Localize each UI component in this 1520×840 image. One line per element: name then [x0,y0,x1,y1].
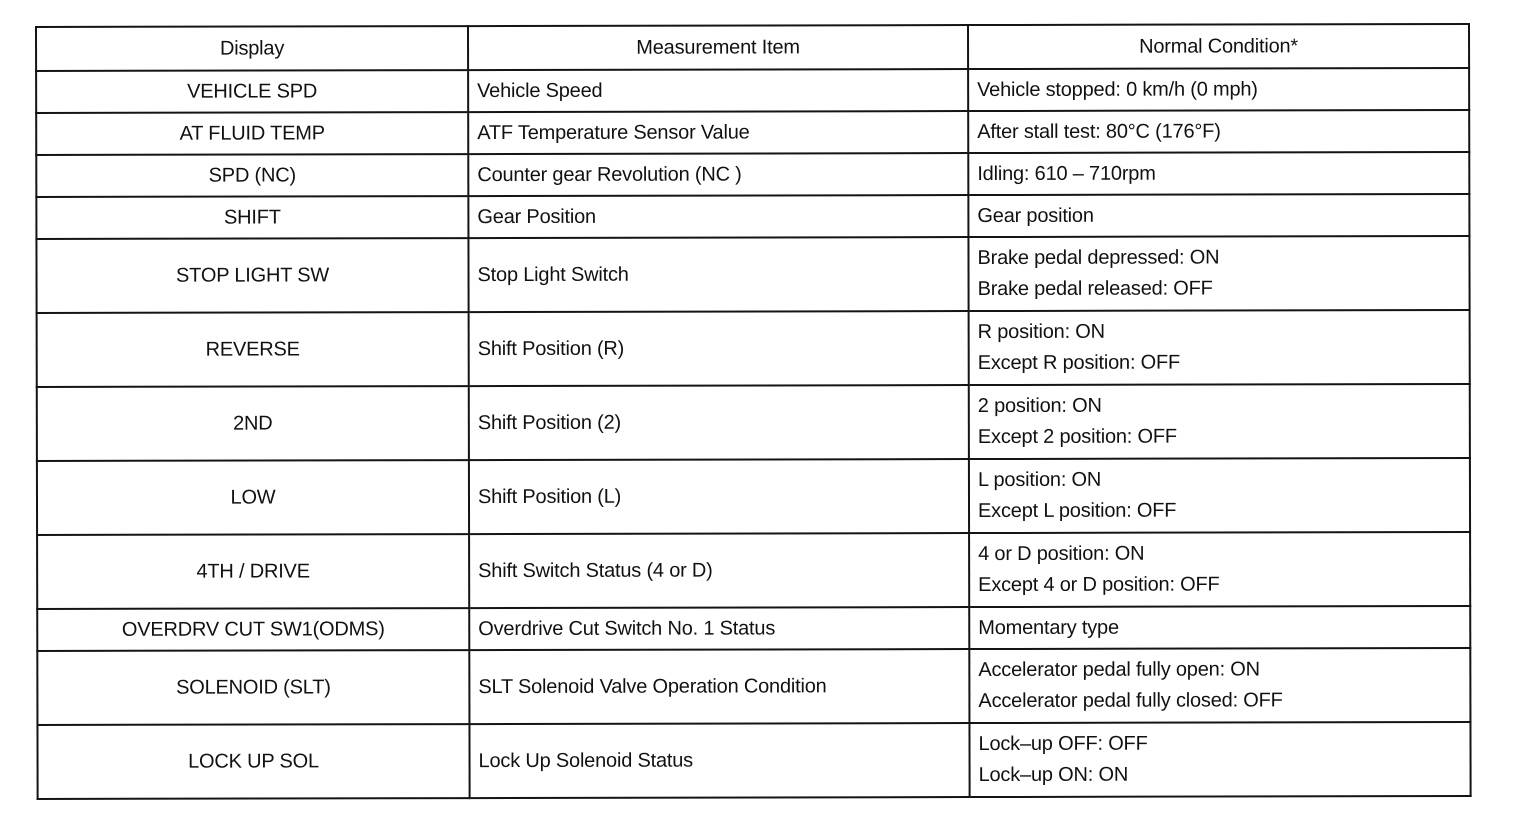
display-cell: STOP LIGHT SW [36,238,468,313]
measurement-item-cell: Stop Light Switch [468,237,968,312]
condition-line: Gear position [977,204,1094,227]
condition-line: Except 2 position: OFF [977,425,1177,449]
condition-line: After stall test: 80°C (176°F) [977,120,1221,143]
spec-sheet [35,26,1468,800]
condition-line: Vehicle stopped: 0 km/h (0 mph) [977,77,1258,101]
measurement-item-cell: Shift Position (2) [469,385,969,460]
normal-condition-cell [969,722,1470,797]
display-cell: LOCK UP SOL [37,724,469,799]
header-measurement-item: Measurement Item [468,25,968,70]
table-row [36,194,1469,239]
condition-line: Except L position: OFF [977,499,1177,523]
display-cell: SHIFT [36,196,468,239]
table-row [37,384,1470,461]
table-row [36,236,1469,313]
condition-line: Except 4 or D position: OFF [978,573,1220,597]
condition-line: Momentary type [978,616,1119,639]
condition-line: Idling: 610 – 710rpm [977,162,1156,185]
table-row [37,532,1470,609]
display-cell: 2ND [37,386,469,461]
display-cell: SOLENOID (SLT) [37,650,469,725]
measurement-item-cell: ATF Temperature Sensor Value [468,111,968,154]
header-row [36,24,1469,71]
table-row [36,110,1469,155]
header-normal-condition: Normal Condition* [968,24,1469,69]
condition-line: Brake pedal depressed: ON [977,246,1220,270]
table-row [37,310,1470,387]
measurement-item-cell: Counter gear Revolution (NC ) [468,153,968,196]
condition-line: L position: ON [977,468,1102,492]
normal-condition-cell [968,152,1469,195]
display-cell: LOW [37,460,469,535]
table-row [37,458,1470,535]
measurement-table [35,23,1472,800]
display-cell: SPD (NC) [36,154,468,197]
table-row [36,152,1469,197]
normal-condition-cell [969,310,1470,385]
measurement-item-cell: Shift Position (R) [469,311,969,386]
display-cell: AT FLUID TEMP [36,112,468,155]
condition-line: Brake pedal released: OFF [977,277,1213,301]
condition-line: 4 or D position: ON [978,542,1145,566]
condition-line: Accelerator pedal fully closed: OFF [978,689,1283,713]
measurement-item-cell: Overdrive Cut Switch No. 1 Status [469,607,969,650]
normal-condition-cell [969,606,1470,649]
table-row [36,68,1469,113]
table-row [37,722,1470,799]
normal-condition-cell [968,194,1469,237]
condition-line: Lock–up ON: ON [978,763,1129,787]
condition-line: 2 position: ON [977,394,1102,418]
condition-line: Accelerator pedal fully open: ON [978,658,1260,682]
measurement-item-cell: Vehicle Speed [468,69,968,112]
table-body [36,68,1471,799]
display-cell: OVERDRV CUT SW1(ODMS) [37,608,469,651]
condition-line: Lock–up OFF: OFF [978,732,1148,756]
table-row [37,648,1470,725]
measurement-item-cell: Shift Position (L) [469,459,969,534]
condition-line: R position: ON [977,320,1105,344]
normal-condition-cell [969,384,1470,459]
display-cell: 4TH / DRIVE [37,534,469,609]
table-row [37,606,1470,651]
condition-line: Except R position: OFF [977,351,1181,375]
normal-condition-cell [968,110,1469,153]
header-display: Display [36,26,468,71]
normal-condition-cell [968,68,1469,111]
normal-condition-cell [969,648,1470,723]
measurement-item-cell: Shift Switch Status (4 or D) [469,533,969,608]
measurement-item-cell: SLT Solenoid Valve Operation Condition [469,649,969,724]
display-cell: VEHICLE SPD [36,70,468,113]
measurement-item-cell: Lock Up Solenoid Status [469,723,969,798]
display-cell: REVERSE [37,312,469,387]
measurement-item-cell: Gear Position [468,195,968,238]
normal-condition-cell [968,236,1469,311]
normal-condition-cell [969,532,1470,607]
normal-condition-cell [969,458,1470,533]
